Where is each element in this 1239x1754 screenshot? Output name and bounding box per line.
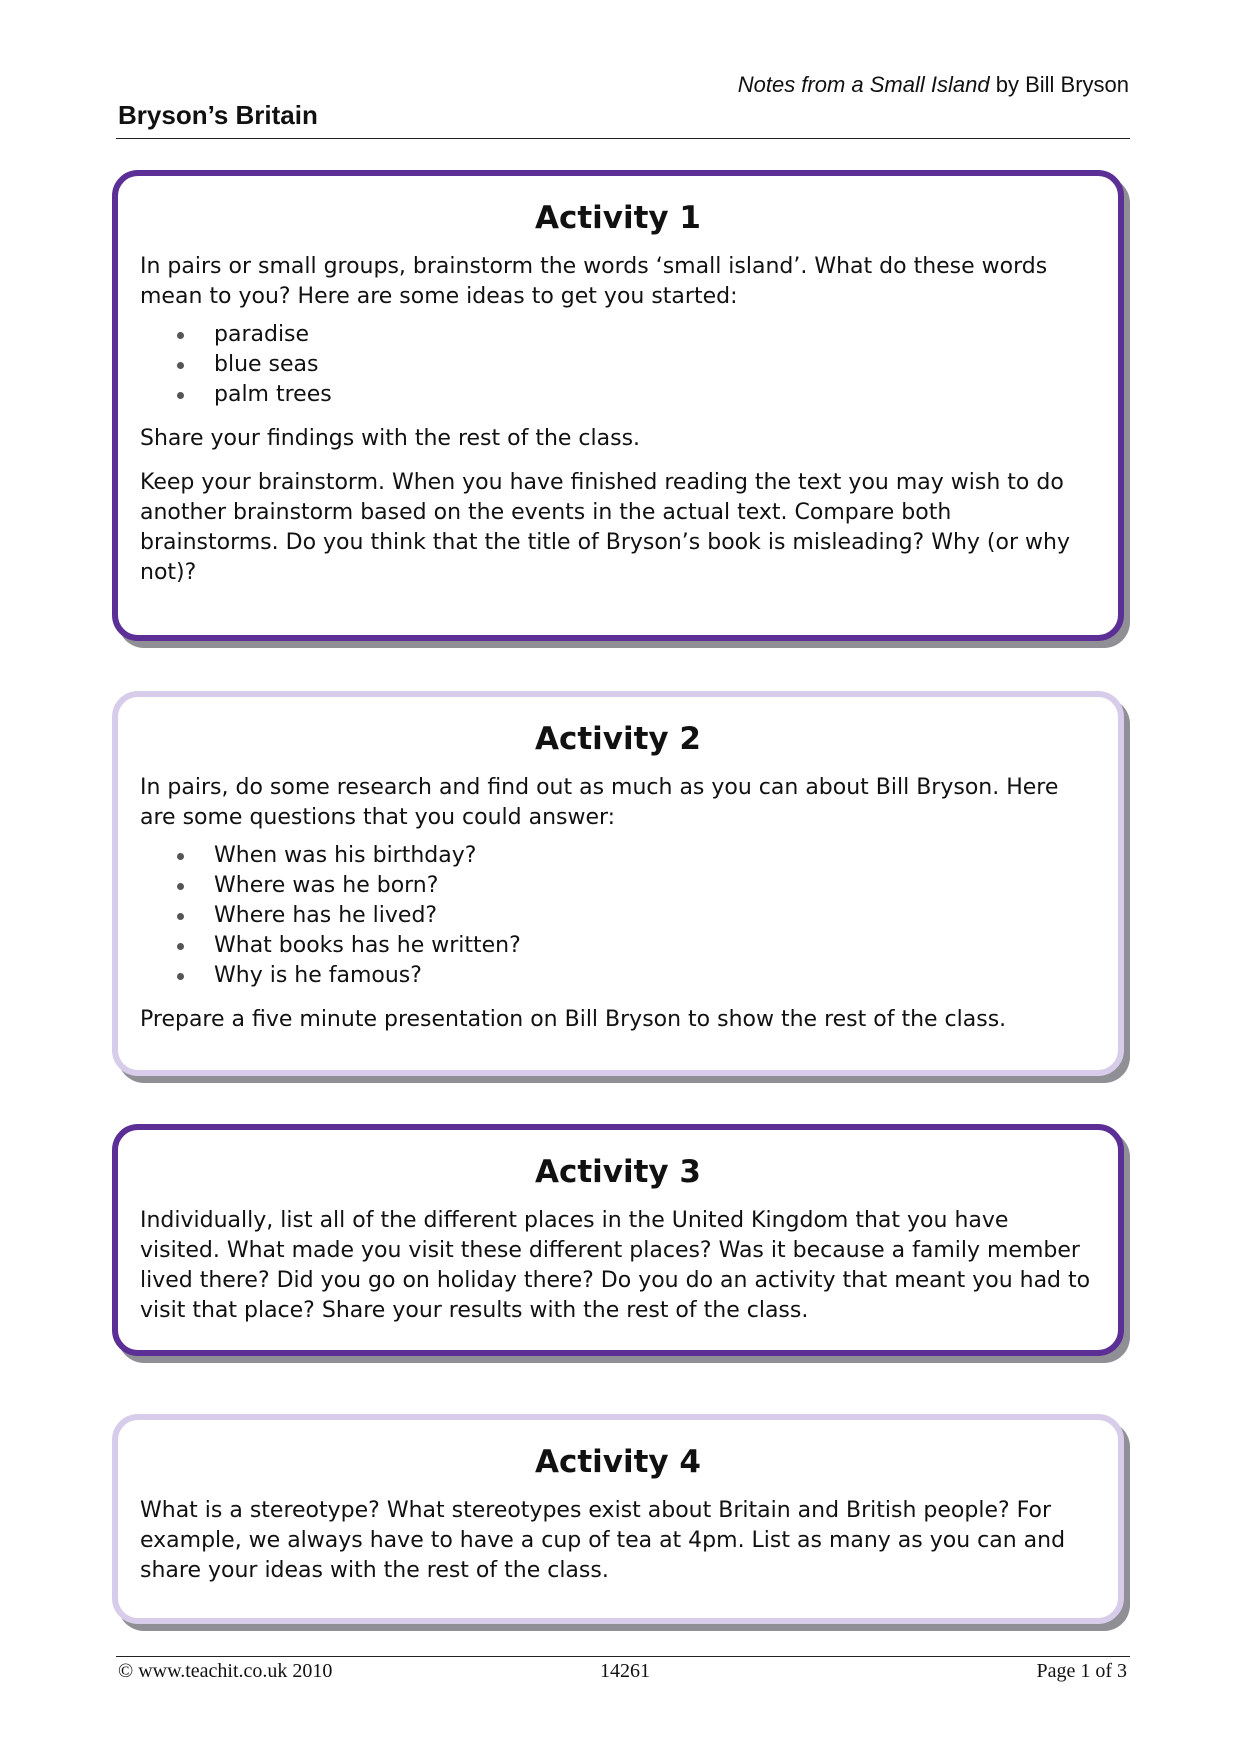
activity-1-card (112, 170, 1124, 641)
page-title: Bryson’s Britain (118, 100, 318, 130)
activity-1-paragraph: Share your findings with the rest of the class. (140, 426, 641, 451)
list-item: palm trees (140, 380, 1094, 410)
activity-2-list (140, 841, 1094, 991)
activity-4-card (112, 1414, 1124, 1624)
activity-1-paragraph: Keep your brainstorm. When you have finished reading the text you may wish to do another brainstorm based on the events in the actual text. Compare both brainstorms. Do you think that the title of Bryson’s book is misleading? Why (or why not)? (140, 470, 1070, 585)
activity-3-title: Activity 3 (534, 1154, 702, 1190)
list-item: paradise (140, 320, 1094, 350)
activity-3-intro: Individually, list all of the different places in the United Kingdom that you have visited. What made you visit these different places? Was it because a family member lived there? Did you go on holiday there? Do you do an activity that meant you had to visit that place? Share your results with the rest of the class. (140, 1208, 1091, 1323)
activity-4-intro: What is a stereotype? What stereotypes exist about Britain and British people? For example, we always have to have a cup of tea at 4pm. List as many as you can and share your ideas with the rest of the class. (140, 1498, 1066, 1583)
activity-2-paragraph: Prepare a five minute presentation on Bill Bryson to show the rest of the class. (140, 1007, 1007, 1032)
list-item: Where was he born? (140, 871, 1094, 901)
book-author: by Bill Bryson (995, 72, 1129, 97)
book-title: Notes from a Small Island (737, 72, 990, 97)
list-item: When was his birthday? (140, 841, 1094, 871)
activity-2-intro: In pairs, do some research and find out as much as you can about Bill Bryson. Here are some questions that you could answer: (140, 775, 1059, 830)
activity-1-title: Activity 1 (534, 200, 702, 236)
header-divider (116, 138, 1130, 139)
list-item: blue seas (140, 350, 1094, 380)
activity-1-list (140, 320, 1094, 410)
activity-3-card (112, 1124, 1124, 1356)
footer-copyright: © www.teachit.co.uk 2010 (118, 1660, 333, 1682)
list-item: Why is he famous? (140, 961, 1094, 991)
book-subtitle (738, 72, 1129, 98)
footer-divider (116, 1656, 1130, 1657)
activity-2-card (112, 691, 1124, 1076)
activity-2-title: Activity 2 (534, 721, 702, 757)
activity-1-intro: In pairs or small groups, brainstorm the words ‘small island’. What do these words mean to you? Here are some ideas to get you started: (140, 254, 1048, 309)
footer-code: 14261 (600, 1660, 650, 1682)
activity-4-title: Activity 4 (534, 1444, 702, 1480)
footer-page-number: Page 1 of 3 (1036, 1660, 1127, 1682)
list-item: What books has he written? (140, 931, 1094, 961)
list-item: Where has he lived? (140, 901, 1094, 931)
